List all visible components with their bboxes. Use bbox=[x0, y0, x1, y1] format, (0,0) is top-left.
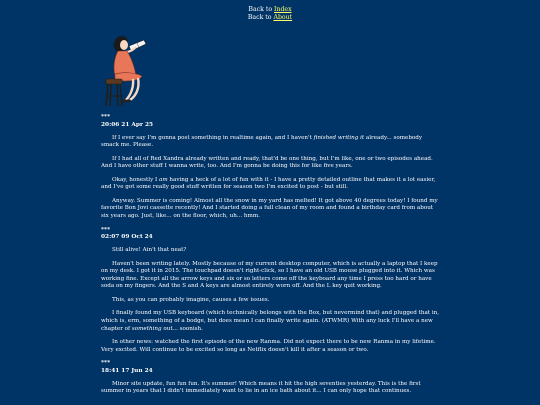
entry-paragraph: I finally found my USB keyboard (which technically belongs with the Box, but nevermind that) and plugged that in, which is, erm, something of a bodge, but does mean I can finally write again. (ATWMR) With any luck I'll have a new chapter of something out... soonish. bbox=[101, 310, 439, 332]
entry-paragraph: This, as you can probably imagine, causes a few issues. bbox=[112, 296, 270, 303]
about-link[interactable]: About bbox=[273, 13, 293, 21]
nav-line-index bbox=[0, 6, 540, 14]
index-link[interactable]: Index bbox=[274, 6, 292, 13]
entry-paragraph: Minor site update, fun fun fun. It's summer! Which means it hit the high seventies yesterday. This is the first summer in years that I didn't immediately want to lie in an ice bath about it... I can only hope that continues. bbox=[101, 380, 421, 395]
log-entry bbox=[101, 360, 439, 396]
entry-separator: *** bbox=[101, 360, 111, 367]
entry-paragraph: Haven't been writing lately. Mostly because of my current desktop computer, which is actually a laptop that I keep on my desk. I got it in 2015. The touchpad doesn't right-click, so I have an old USB mouse plugged into it. Which was working fine. Except all the arrow keys and six or so letters come off the keyboard any time I press too hard or have soda on my fingers. And the S and A keys are almost entirely worn off. And the L key quit working. bbox=[101, 260, 438, 290]
entry-paragraph: If I ever say I'm gonna post something in realtime again, and I haven't finished writing it already... somebody smack me. Please. bbox=[101, 134, 423, 149]
entry-paragraph: Still alive! Ain't that neat? bbox=[112, 247, 187, 254]
nav-prefix: Back to bbox=[248, 6, 275, 13]
entry-timestamp: 02:07 09 Oct 24 bbox=[101, 234, 153, 241]
log-entries bbox=[101, 112, 439, 402]
log-entry bbox=[101, 227, 439, 355]
entry-paragraph: In other news: watched the first episode of the new Ranma. Did not expect there to be new Ranma in my lifetime. Very excited. Will continue to be excited so long as Netflix doesn't kill it after a season or two. bbox=[101, 339, 436, 353]
entry-timestamp: 18:41 17 Jun 24 bbox=[101, 368, 153, 374]
nav-line-about bbox=[0, 14, 540, 22]
entry-paragraph: If I had all of Red Xandra already written and ready, that'd be one thing, but I'm like, one or two episodes ahead. And I have other stuff I wanna write, too. And I'm gonna be doing this for like five years. bbox=[101, 155, 433, 170]
nav-prefix: Back to bbox=[247, 13, 274, 21]
reading-girl-illustration bbox=[100, 30, 158, 110]
entry-separator: *** bbox=[101, 226, 111, 233]
entry-timestamp: 20:06 21 Apr 25 bbox=[101, 121, 154, 128]
log-entry bbox=[101, 114, 439, 221]
entry-paragraph: Okay, honestly I am having a heck of a lot of fun with it - I have a pretty detailed outline that makes it a lot easier, and I've got some really good stuff written for season two I'm excited to post - but still. bbox=[101, 176, 436, 191]
entry-separator: *** bbox=[101, 114, 111, 120]
entry-paragraph: Anyway. Summer is coming! Almost all the snow in my yard has melted! It got above 40 degrees today! I found my favorite Bon Jovi cassette recently! And I started doing a full clean of my room and found a birthday card from about six years ago. Just, like... on the floor, which, uh... hmm. bbox=[101, 197, 438, 219]
nav-links bbox=[0, 6, 540, 22]
